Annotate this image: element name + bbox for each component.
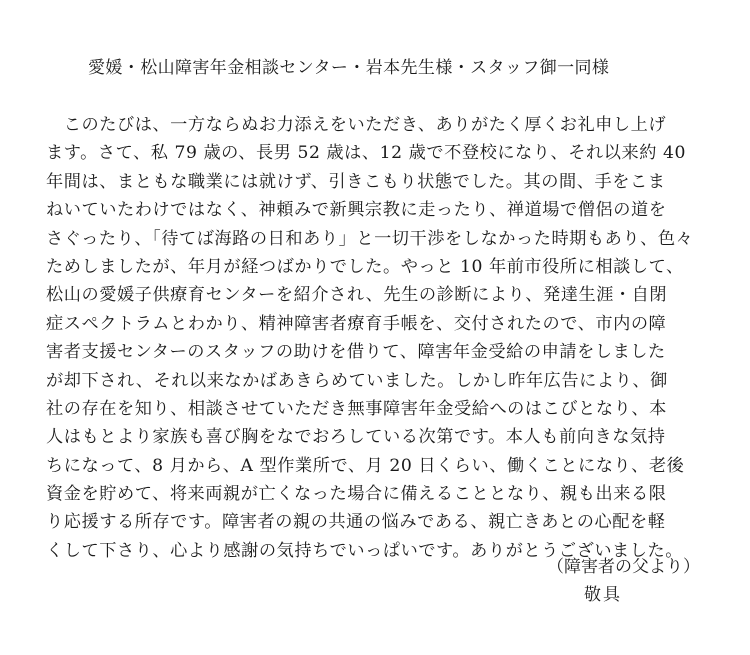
letter-title: 愛媛・松山障害年金相談センター・岩本先生様・スタッフ御一同様 — [88, 58, 610, 78]
body-line: 資金を貯めて、将来両親が亡くなった場合に備えることとなり、親も出来る限 — [46, 484, 667, 505]
body-line: 症スペクトラムとわかり、精神障害者療育手帳を、交付されたので、市内の障 — [46, 313, 667, 334]
body-line: ためしましたが、年月が経つばかりでした。やっと 10 年前市役所に相談して、 — [46, 256, 684, 277]
body-line: り応援する所存です。障害者の親の共通の悩みである、親亡きあとの心配を軽 — [46, 512, 666, 533]
body-line: くして下さり、心より感謝の気持ちでいっぱいです。ありがとうございました。 — [46, 540, 684, 561]
body-line: さぐったり、「待てば海路の日和あり」と一切干渉をしなかった時期もあり、色々 — [46, 228, 694, 249]
body-line: 社の存在を知り、相談させていただき無事障害年金受給へのはこびとなり、本 — [46, 398, 667, 419]
body-line: が却下され、それ以来なかばあきらめていました。しかし昨年広告により、御 — [46, 370, 668, 391]
body-line: 人はもとより家族も喜び胸をなでおろしている次第です。本人も前向きな気持 — [46, 427, 666, 448]
body-line: ねいていたわけではなく、神頼みで新興宗教に走ったり、禅道場で僧侶の道を — [46, 200, 667, 221]
body-line: このたびは、一方ならぬお力添えをいただき、ありがたく厚くお礼申し上げ — [46, 115, 667, 135]
letter-body — [46, 111, 706, 565]
sign-off: 敬具 — [584, 585, 622, 605]
body-line: 松山の愛媛子供療育センターを紹介され、先生の診断により、発達生涯・自閉 — [46, 285, 668, 306]
body-line: 害者支援センターのスタッフの助けを借りて、障害年金受給の申請をしました — [46, 342, 666, 363]
body-line: 年間は、まともな職業には就けず、引きこもり状態でした。其の間、手をこま — [46, 171, 666, 192]
body-line: ます。さて、私 79 歳の、長男 52 歳は、12 歳で不登校になり、それ以来約 40 — [46, 143, 686, 164]
body-line: ちになって、8 月から、A 型作業所で、月 20 日くらい、働くことになり、老後 — [46, 455, 685, 476]
closing-attribution: （障害者の父より） — [547, 557, 700, 577]
